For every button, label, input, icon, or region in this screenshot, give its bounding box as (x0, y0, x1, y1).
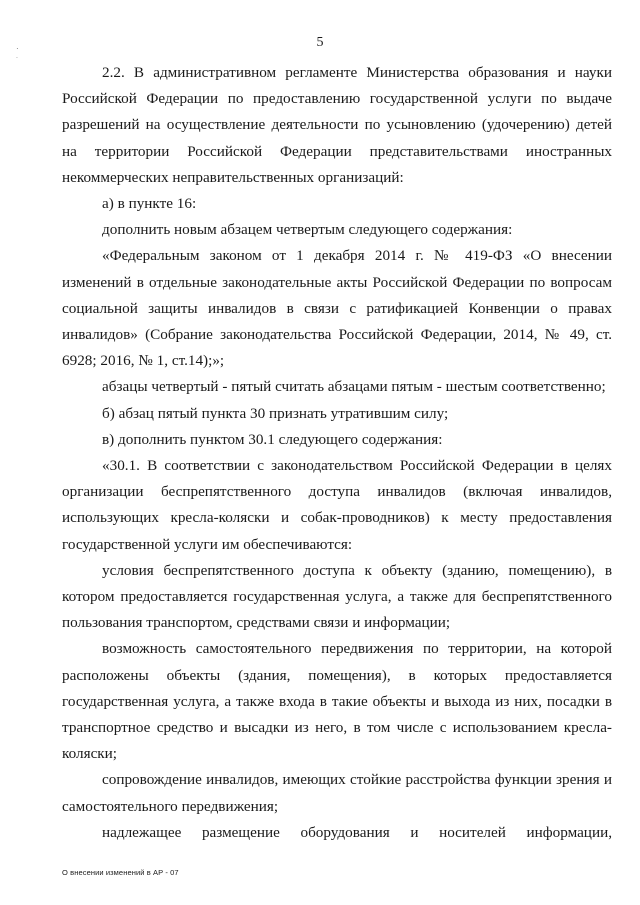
page-number: 5 (316, 35, 324, 50)
paragraph-equipment-placement: надлежащее размещение оборудования и носителей информации, (102, 823, 612, 841)
paragraph-movement-possibility: возможность самостоятельного передвижения по территории, на которой расположены объекты (здания, помещения), в которых предоставляется государственная услуга, а также входа в такие объекты и выхода из них, посадки в транспортное средство и высадки из него, в том числе с использованием кресла-коляски; (62, 640, 612, 763)
paragraph-renumber: абзацы четвертый - пятый считать абзацами пятым - шестым соответственно; (102, 378, 606, 396)
paragraph-item-b: б) абзац пятый пункта 30 признать утратившим силу; (102, 404, 449, 422)
paragraph-item-v: в) дополнить пунктом 30.1 следующего содержания: (102, 430, 443, 448)
document-body (62, 60, 612, 846)
margin-tick-mark: ˙ (16, 56, 19, 65)
paragraph-add-abzac: дополнить новым абзацем четвертым следующего содержания: (102, 221, 513, 239)
paragraph-2-2: 2.2. В административном регламенте Министерства образования и науки Российской Федерации по предоставлению государственной услуги по выдаче разрешений на осуществление деятельности по усыновлению (удочерению) детей на территории Российской Федерации представительствами иностранных некоммерческих неправительственных организаций: (62, 64, 612, 186)
paragraph-access-conditions: условия беспрепятственного доступа к объекту (зданию, помещению), в котором предоставляется государственная услуга, а также для беспрепятственного пользования транспортом, средствами связи и информации; (62, 561, 612, 632)
footer-document-code: О внесении изменений в АР - 07 (62, 868, 179, 877)
margin-dot-mark: · (16, 44, 19, 53)
paragraph-federal-law-quote: «Федеральным законом от 1 декабря 2014 г. № 419-ФЗ «О внесении изменений в отдельные законодательные акты Российской Федерации по вопросам социальной защиты инвалидов в связи с ратификацией Конвенции о правах инвалидов» (Собрание законодательства Российской Федерации, 2014, № 49, ст. 6928; 2016, № 1, ст.14);»; (62, 247, 612, 370)
paragraph-30-1: «30.1. В соответствии с законодательством Российской Федерации в целях организации беспрепятственного доступа инвалидов (включая инвалидов, использующих кресла-коляски и собак-проводников) к месту предоставления государственной услуги им обеспечиваются: (62, 457, 612, 553)
paragraph-item-a: а) в пункте 16: (102, 195, 197, 213)
paragraph-escort: сопровождение инвалидов, имеющих стойкие расстройства функции зрения и самостоятельного передвижения; (62, 771, 612, 815)
